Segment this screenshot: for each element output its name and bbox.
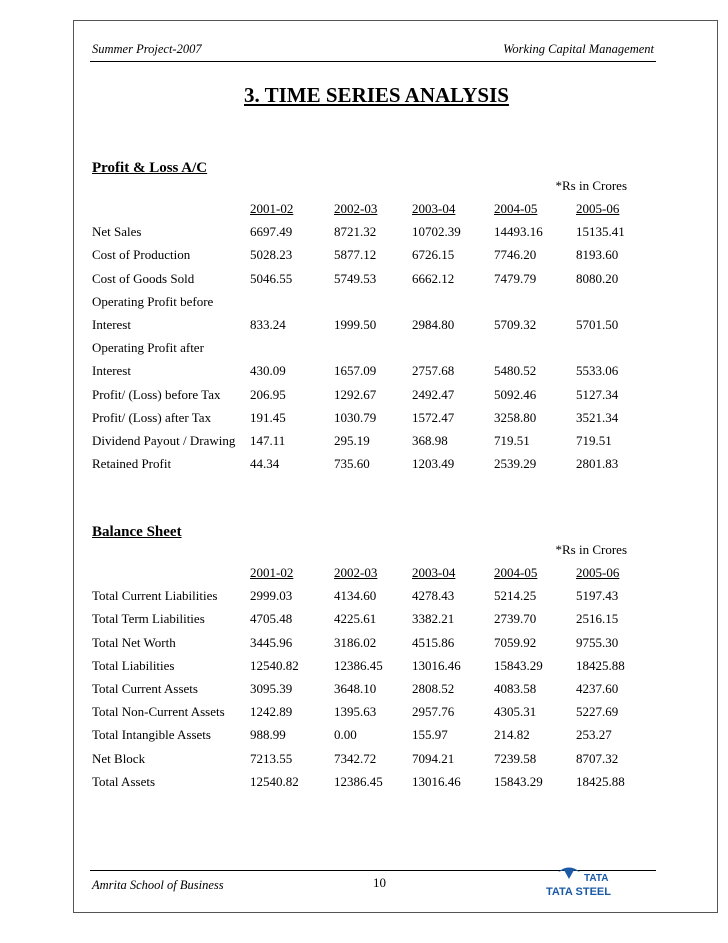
footer-school: Amrita School of Business [92,878,224,892]
cell-value: 5877.12 [334,247,377,263]
cell-value: 7094.21 [412,750,455,766]
cell-value: 1292.67 [334,386,377,402]
table-row [92,363,652,386]
cell-value: 719.51 [494,432,530,448]
cell-value: 7059.92 [494,634,537,650]
row-label: Total Assets [92,773,156,789]
table-row [92,658,652,681]
cell-value: 2757.68 [412,363,455,379]
cell-value: 206.95 [250,386,286,402]
cell-value: 2808.52 [412,680,455,696]
year-header: 2003-04 [412,201,456,216]
cell-value: 4083.58 [494,680,537,696]
table-row [92,410,652,433]
cell-value: 719.51 [576,432,612,448]
table-row [92,588,652,611]
row-label: Interest [92,363,131,379]
row-label: Interest [92,316,131,332]
pl-unit: *Rs in Crores [555,178,627,193]
table-row [92,433,652,456]
cell-value: 5709.32 [494,316,537,332]
year-header: 2001-02 [250,201,294,216]
header-rule [90,61,656,62]
year-header: 2003-04 [412,565,456,580]
row-label: Cost of Goods Sold [92,270,195,286]
cell-value: 3648.10 [334,680,377,696]
cell-value: 5046.55 [250,270,293,286]
cell-value: 295.19 [334,432,370,448]
header-right: Working Capital Management [503,42,654,56]
cell-value: 1572.47 [412,409,455,425]
header-left: Summer Project-2007 [92,42,202,56]
cell-value: 4134.60 [334,588,377,604]
table-row [92,317,652,340]
page-title: 3. TIME SERIES ANALYSIS [244,83,509,107]
row-label: Total Current Assets [92,680,198,696]
cell-value: 9755.30 [576,634,619,650]
tata-logo-mark [558,868,580,880]
cell-value: 3186.02 [334,634,377,650]
cell-value: 5197.43 [576,588,619,604]
year-header: 2004-05 [494,565,538,580]
cell-value: 7213.55 [250,750,293,766]
cell-value: 5480.52 [494,363,537,379]
cell-value: 2801.83 [576,456,619,472]
cell-value: 5028.23 [250,247,293,263]
cell-value: 3445.96 [250,634,293,650]
year-header: 2001-02 [250,565,294,580]
cell-value: 1203.49 [412,456,455,472]
cell-value: 1999.50 [334,316,377,332]
cell-value: 5227.69 [576,704,619,720]
row-label: Total Current Liabilities [92,588,218,604]
row-label: Net Sales [92,224,142,240]
cell-value: 18425.88 [576,657,625,673]
cell-value: 4705.48 [250,611,293,627]
cell-value: 368.98 [412,432,448,448]
table-row [92,681,652,704]
cell-value: 13016.46 [412,657,461,673]
table-row [92,387,652,410]
logo-text-bottom: TATA STEEL [546,886,611,898]
cell-value: 5127.34 [576,386,619,402]
cell-value: 155.97 [412,727,448,743]
row-label: Total Intangible Assets [92,727,211,743]
cell-value: 988.99 [250,727,286,743]
table-row [92,340,652,363]
cell-value: 2999.03 [250,588,293,604]
cell-value: 7746.20 [494,247,537,263]
cell-value: 3258.80 [494,409,537,425]
cell-value: 14493.16 [494,224,543,240]
row-label: Total Term Liabilities [92,611,205,627]
cell-value: 2984.80 [412,316,455,332]
cell-value: 12386.45 [334,657,383,673]
year-header: 2005-06 [576,565,620,580]
cell-value: 4515.86 [412,634,455,650]
table-row [92,224,652,247]
table-row [92,635,652,658]
cell-value: 1657.09 [334,363,377,379]
row-label: Profit/ (Loss) before Tax [92,386,221,402]
row-label: Retained Profit [92,456,172,472]
table-row [92,704,652,727]
cell-value: 8721.32 [334,224,377,240]
cell-value: 1395.63 [334,704,377,720]
cell-value: 7342.72 [334,750,377,766]
table-row [92,751,652,774]
cell-value: 12386.45 [334,773,383,789]
row-label: Net Block [92,750,146,766]
cell-value: 4237.60 [576,680,619,696]
year-header: 2005-06 [576,201,620,216]
bs-heading: Balance Sheet [92,524,182,540]
row-label: Operating Profit after [92,340,204,356]
cell-value: 6697.49 [250,224,293,240]
cell-value: 18425.88 [576,773,625,789]
cell-value: 8707.32 [576,750,619,766]
cell-value: 4305.31 [494,704,537,720]
table-header-row [92,201,652,224]
table-row [92,456,652,479]
cell-value: 8193.60 [576,247,619,263]
cell-value: 735.60 [334,456,370,472]
cell-value: 1030.79 [334,409,377,425]
cell-value: 3521.34 [576,409,619,425]
row-label: Dividend Payout / Drawing [92,432,236,448]
row-label: Profit/ (Loss) after Tax [92,409,212,425]
row-label: Cost of Production [92,247,191,263]
cell-value: 5214.25 [494,588,537,604]
page-number: 10 [373,875,386,890]
cell-value: 8080.20 [576,270,619,286]
cell-value: 44.34 [250,456,280,472]
cell-value: 12540.82 [250,657,299,673]
bs-unit: *Rs in Crores [555,542,627,557]
cell-value: 833.24 [250,316,286,332]
pl-heading: Profit & Loss A/C [92,160,208,176]
table-row [92,271,652,294]
row-label: Total Liabilities [92,657,175,673]
cell-value: 4225.61 [334,611,377,627]
cell-value: 191.45 [250,409,286,425]
cell-value: 2516.15 [576,611,619,627]
cell-value: 3095.39 [250,680,293,696]
year-header: 2002-03 [334,201,378,216]
cell-value: 12540.82 [250,773,299,789]
tata-steel-logo [540,862,626,902]
table-row [92,774,652,797]
cell-value: 7479.79 [494,270,537,286]
cell-value: 1242.89 [250,704,293,720]
cell-value: 15843.29 [494,773,543,789]
cell-value: 3382.21 [412,611,455,627]
bs-table [92,565,652,797]
cell-value: 2539.29 [494,456,537,472]
cell-value: 6662.12 [412,270,455,286]
year-header: 2002-03 [334,565,378,580]
cell-value: 2739.70 [494,611,537,627]
cell-value: 147.11 [250,432,286,448]
table-row [92,727,652,750]
cell-value: 0.00 [334,727,357,743]
row-label: Total Net Worth [92,634,176,650]
table-header-row [92,565,652,588]
table-row [92,611,652,634]
cell-value: 13016.46 [412,773,461,789]
cell-value: 2957.76 [412,704,455,720]
cell-value: 10702.39 [412,224,461,240]
cell-value: 430.09 [250,363,286,379]
cell-value: 5749.53 [334,270,377,286]
table-row [92,247,652,270]
pl-table [92,201,652,479]
cell-value: 15843.29 [494,657,543,673]
cell-value: 7239.58 [494,750,537,766]
table-row [92,294,652,317]
cell-value: 15135.41 [576,224,625,240]
cell-value: 5701.50 [576,316,619,332]
cell-value: 2492.47 [412,386,455,402]
cell-value: 5533.06 [576,363,619,379]
cell-value: 253.27 [576,727,612,743]
row-label: Total Non-Current Assets [92,704,225,720]
cell-value: 6726.15 [412,247,455,263]
cell-value: 4278.43 [412,588,455,604]
year-header: 2004-05 [494,201,538,216]
row-label: Operating Profit before [92,293,214,309]
logo-text-top: TATA [584,873,609,884]
cell-value: 5092.46 [494,386,537,402]
cell-value: 214.82 [494,727,530,743]
